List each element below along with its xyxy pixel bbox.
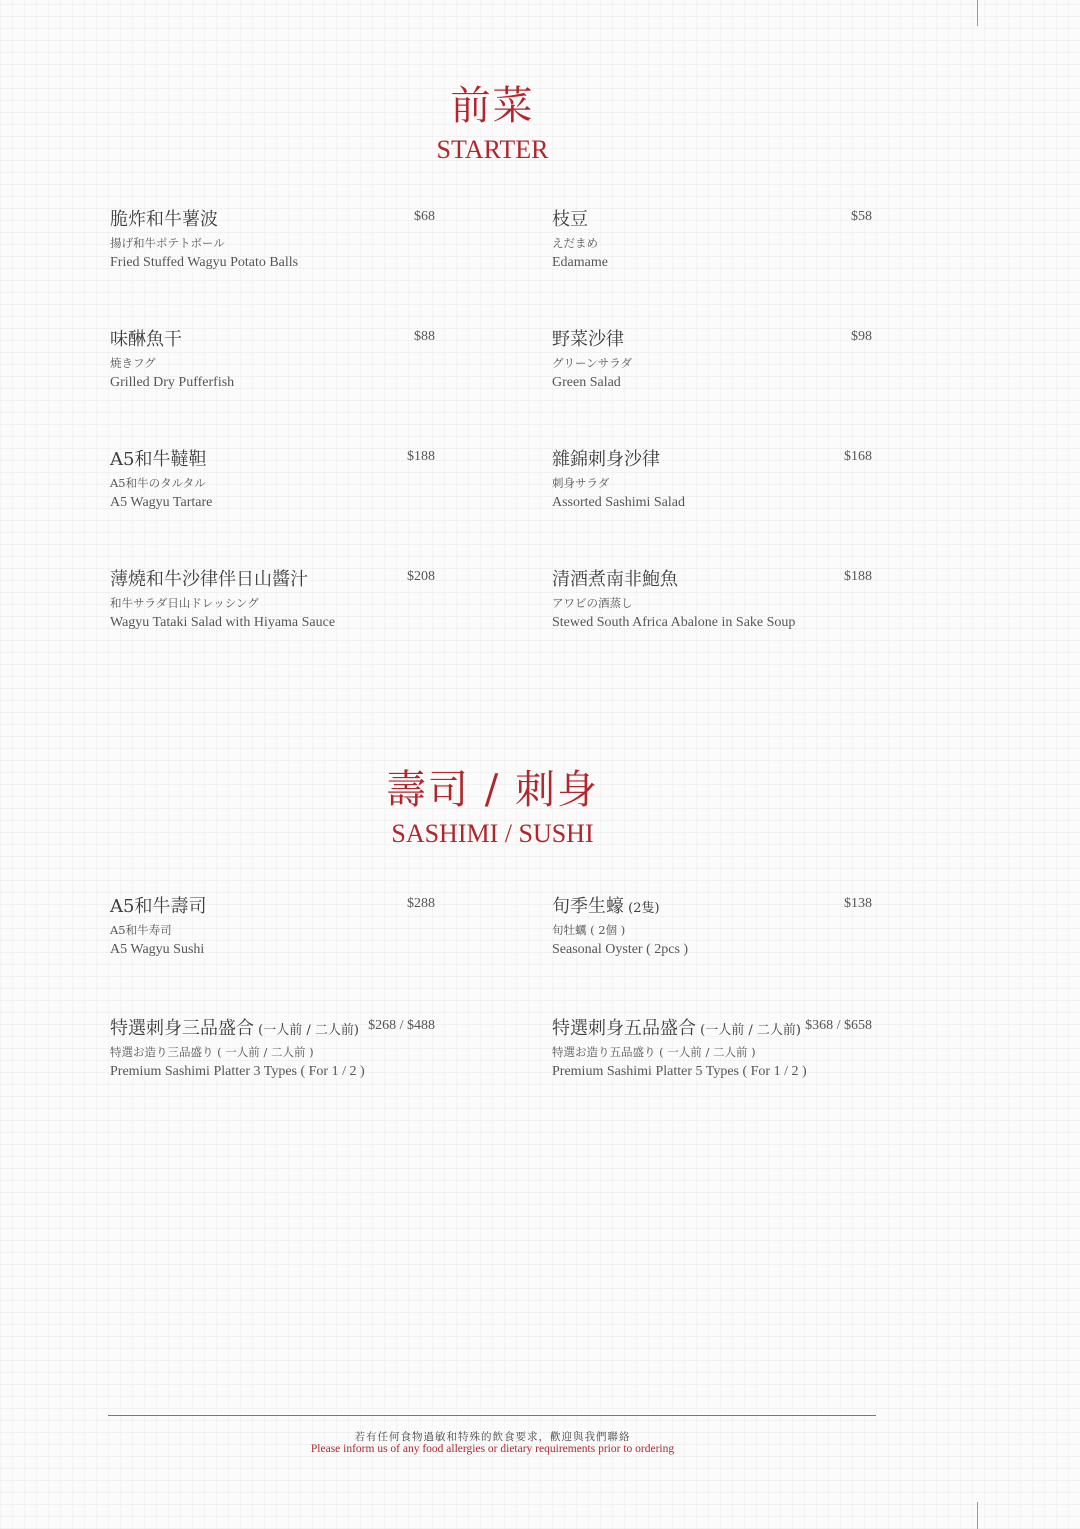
item-name-zh: 脆炸和牛薯波: [110, 209, 218, 230]
menu-item-sashimi-platter-3: [110, 1014, 435, 1080]
item-name-ja: 揚げ和牛ポテトボール: [110, 236, 225, 250]
crop-mark-top: [977, 0, 978, 26]
item-name-zh: 清酒煮南非鮑魚: [552, 569, 678, 590]
item-name-en: Edamame: [552, 255, 608, 270]
item-name-en: A5 Wagyu Sushi: [110, 942, 205, 957]
sashimi-section-header: [0, 758, 985, 849]
item-name-ja: アワビの酒蒸し: [552, 596, 633, 610]
menu-item-wagyu-tataki-salad: [110, 565, 435, 631]
item-price: $138: [844, 896, 872, 911]
item-price: $68: [414, 209, 435, 224]
item-name-ja: 刺身サラダ: [552, 476, 610, 490]
item-name-ja: 特選お造り五品盛り ( 一人前 / 二人前 ): [552, 1045, 756, 1059]
item-price: $188: [407, 449, 435, 464]
sashimi-title-zh: 壽司 / 刺身: [386, 767, 599, 813]
item-name-en: Assorted Sashimi Salad: [552, 495, 685, 510]
footer-note-zh: 若有任何食物過敏和特殊的飲食要求，歡迎與我們聯絡: [354, 1431, 631, 1443]
item-price: $88: [414, 329, 435, 344]
item-name-ja: 特選お造り三品盛り ( 一人前 / 二人前 ): [110, 1045, 314, 1059]
item-name-ja: A5和牛のタルタル: [110, 476, 206, 490]
item-name-zh: A5和牛壽司: [110, 896, 207, 917]
menu-item-a5-wagyu-tartare: [110, 445, 435, 511]
item-price: $268 / $488: [368, 1018, 435, 1033]
item-price: $188: [844, 569, 872, 584]
menu-item-abalone-sake-soup: [552, 565, 872, 631]
menu-item-green-salad: [552, 325, 872, 391]
item-price: $168: [844, 449, 872, 464]
starter-section-header: [0, 74, 985, 165]
item-name-en: Grilled Dry Pufferfish: [110, 375, 235, 390]
item-name-zh: 薄燒和牛沙律伴日山醬汁: [110, 569, 308, 590]
item-name-en: Wagyu Tataki Salad with Hiyama Sauce: [110, 615, 336, 630]
item-name-en: A5 Wagyu Tartare: [110, 495, 213, 510]
menu-item-seasonal-oyster: [552, 892, 872, 958]
menu-item-assorted-sashimi-salad: [552, 445, 872, 511]
item-name-en: Seasonal Oyster ( 2pcs ): [552, 942, 689, 957]
crop-mark-bottom: [977, 1502, 978, 1529]
footer-note-en: Please inform us of any food allergies or dietary requirements prior to ordering: [310, 1443, 675, 1455]
menu-item-grilled-dry-pufferfish: [110, 325, 435, 391]
item-name-en: Premium Sashimi Platter 3 Types ( For 1 / 2 ): [110, 1064, 365, 1079]
item-name-en: Premium Sashimi Platter 5 Types ( For 1 / 2 ): [552, 1064, 807, 1079]
menu-item-a5-wagyu-sushi: [110, 892, 435, 958]
item-price: $58: [851, 209, 872, 224]
item-price: $368 / $658: [805, 1018, 872, 1033]
menu-item-edamame: [552, 205, 872, 271]
item-name-en: Fried Stuffed Wagyu Potato Balls: [110, 255, 299, 270]
menu-item-fried-wagyu-potato-balls: [110, 205, 435, 271]
item-name-zh: 味醂魚干: [110, 329, 182, 350]
item-name-zh: 野菜沙律: [552, 329, 624, 350]
item-name-zh: 旬季生蠔 (2隻): [552, 896, 660, 917]
item-name-zh: 雜錦刺身沙律: [552, 449, 660, 470]
item-name-ja: グリーンサラダ: [552, 356, 633, 370]
item-name-zh: 特選刺身五品盛合 (一人前 / 二人前): [552, 1018, 801, 1039]
item-name-zh: 枝豆: [552, 209, 588, 230]
item-name-zh: 特選刺身三品盛合 (一人前 / 二人前): [110, 1018, 359, 1039]
menu-item-sashimi-platter-5: [552, 1014, 872, 1080]
item-name-en: Green Salad: [552, 375, 621, 390]
item-name-ja: 旬牡蠣 ( 2個 ): [552, 923, 626, 937]
item-name-ja: 焼きフグ: [110, 356, 156, 370]
item-name-ja: A5和牛寿司: [110, 923, 172, 937]
item-price: $98: [851, 329, 872, 344]
starter-title-en: STARTER: [436, 135, 549, 164]
item-name-ja: えだまめ: [552, 236, 598, 250]
footer-divider: [108, 1415, 876, 1416]
sashimi-title-en: SASHIMI / SUSHI: [391, 819, 594, 848]
item-price: $288: [407, 896, 435, 911]
item-name-ja: 和牛サラダ日山ドレッシング: [110, 596, 259, 610]
item-price: $208: [407, 569, 435, 584]
item-name-zh: A5和牛韃靼: [110, 449, 207, 470]
item-name-en: Stewed South Africa Abalone in Sake Soup: [552, 615, 796, 630]
starter-title-zh: 前菜: [450, 83, 535, 129]
